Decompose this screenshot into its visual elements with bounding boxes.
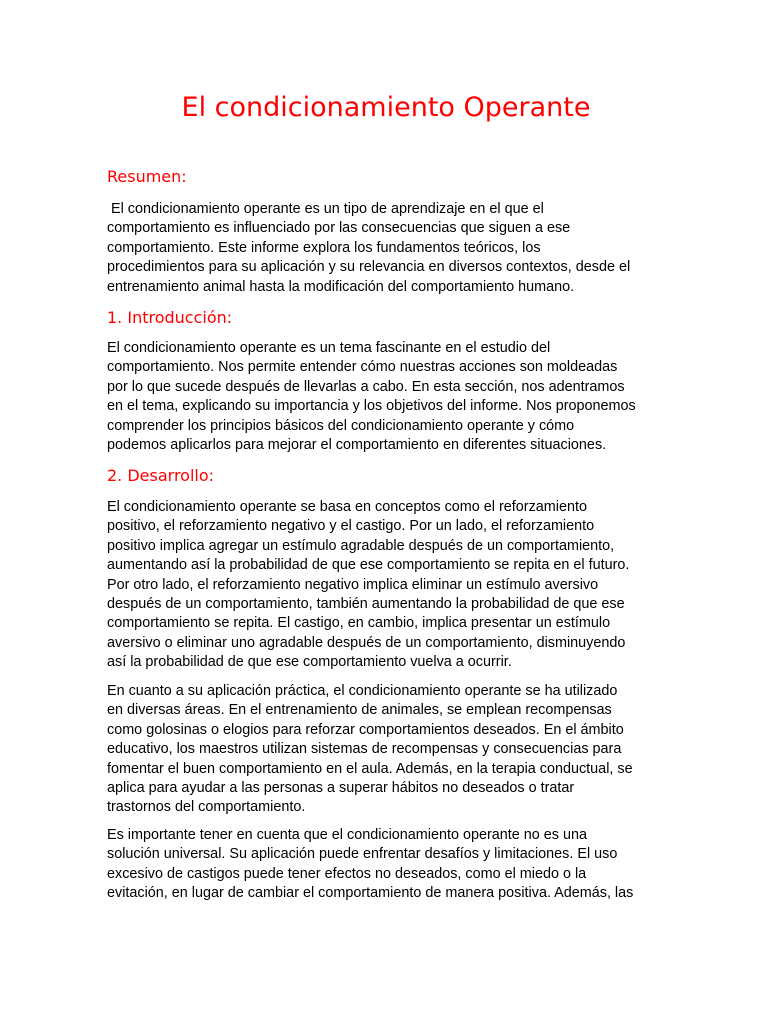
document-title: El condicionamiento Operante xyxy=(181,92,591,123)
text-line: en diversas áreas. En el entrenamiento de animales, se emplean recompensas xyxy=(107,702,612,719)
text-line: El condicionamiento operante es un tema fascinante en el estudio del xyxy=(107,340,551,356)
text-line: El condicionamiento operante es un tipo de aprendizaje en el que el xyxy=(107,201,544,217)
text-line: como golosinas o elogios para reforzar comportamientos deseados. En el ámbito xyxy=(107,721,624,738)
text-line: Por otro lado, el reforzamiento negativo implica eliminar un estímulo aversivo xyxy=(107,576,599,593)
text-line: podemos aplicarlos para mejorar el comportamiento en diferentes situaciones. xyxy=(107,437,607,454)
text-line: después de un comportamiento, también aumentando la probabilidad de que ese xyxy=(107,596,625,613)
text-line: aversivo o eliminar uno agradable después de un comportamiento, disminuyendo xyxy=(107,634,626,651)
text-line: excesivo de castigos puede tener efectos no deseados, como el miedo o la xyxy=(107,865,587,882)
introduccion-paragraph xyxy=(107,339,667,455)
text-line: procedimientos para su aplicación y su relevancia en diversos contextos, desde el xyxy=(107,259,631,276)
desarrollo-paragraph-2 xyxy=(107,682,667,818)
text-line: comportamiento. Este informe explora los fundamentos teóricos, los xyxy=(107,239,541,256)
text-line: comportamiento se repita. El castigo, en cambio, implica presentar un estímulo xyxy=(107,615,611,632)
text-line: por lo que sucede después de llevarlas a cabo. En esta sección, nos adentramos xyxy=(107,378,625,395)
text-line: comportamiento. Nos permite entender cómo nuestras acciones son moldeadas xyxy=(107,359,618,376)
text-line: Es importante tener en cuenta que el condicionamiento operante no es una xyxy=(107,827,588,843)
text-line: El condicionamiento operante se basa en conceptos como el reforzamiento xyxy=(107,499,587,515)
text-line: en el tema, explicando su importancia y los objetivos del informe. Nos proponemos xyxy=(107,398,636,415)
text-line: comprender los principios básicos del condicionamiento operante y cómo xyxy=(107,417,575,434)
text-line: así la probabilidad de que ese comportamiento vuelva a ocurrir. xyxy=(107,654,512,671)
text-line: educativo, los maestros utilizan sistemas de recompensas y consecuencias para xyxy=(107,741,622,758)
resumen-paragraph xyxy=(107,200,667,297)
text-line: comportamiento es influenciado por las consecuencias que siguen a ese xyxy=(107,220,571,237)
text-line: positivo implica agregar un estímulo agradable después de un comportamiento, xyxy=(107,537,615,554)
section-heading-resumen: Resumen: xyxy=(107,167,187,186)
text-line: entrenamiento animal hasta la modificación del comportamiento humano. xyxy=(107,278,575,295)
text-line: evitación, en lugar de cambiar el comportamiento de manera positiva. Además, las xyxy=(107,885,634,902)
desarrollo-paragraph-3 xyxy=(107,826,667,904)
desarrollo-paragraph-1 xyxy=(107,498,667,673)
text-line: aplica para ayudar a las personas a superar hábitos no deseados o tratar xyxy=(107,780,575,797)
text-line: En cuanto a su aplicación práctica, el condicionamiento operante se ha utilizado xyxy=(107,683,618,699)
text-line: aumentando así la probabilidad de que ese comportamiento se repita en el futuro. xyxy=(107,557,630,574)
text-line: positivo, el reforzamiento negativo y el castigo. Por un lado, el reforzamiento xyxy=(107,518,595,535)
section-heading-introduccion: 1. Introducción: xyxy=(107,308,233,327)
text-line: solución universal. Su aplicación puede enfrentar desafíos y limitaciones. El uso xyxy=(107,846,618,863)
text-line: fomentar el buen comportamiento en el aula. Además, en la terapia conductual, se xyxy=(107,760,633,777)
text-line: trastornos del comportamiento. xyxy=(107,799,306,816)
section-heading-desarrollo: 2. Desarrollo: xyxy=(107,466,215,485)
